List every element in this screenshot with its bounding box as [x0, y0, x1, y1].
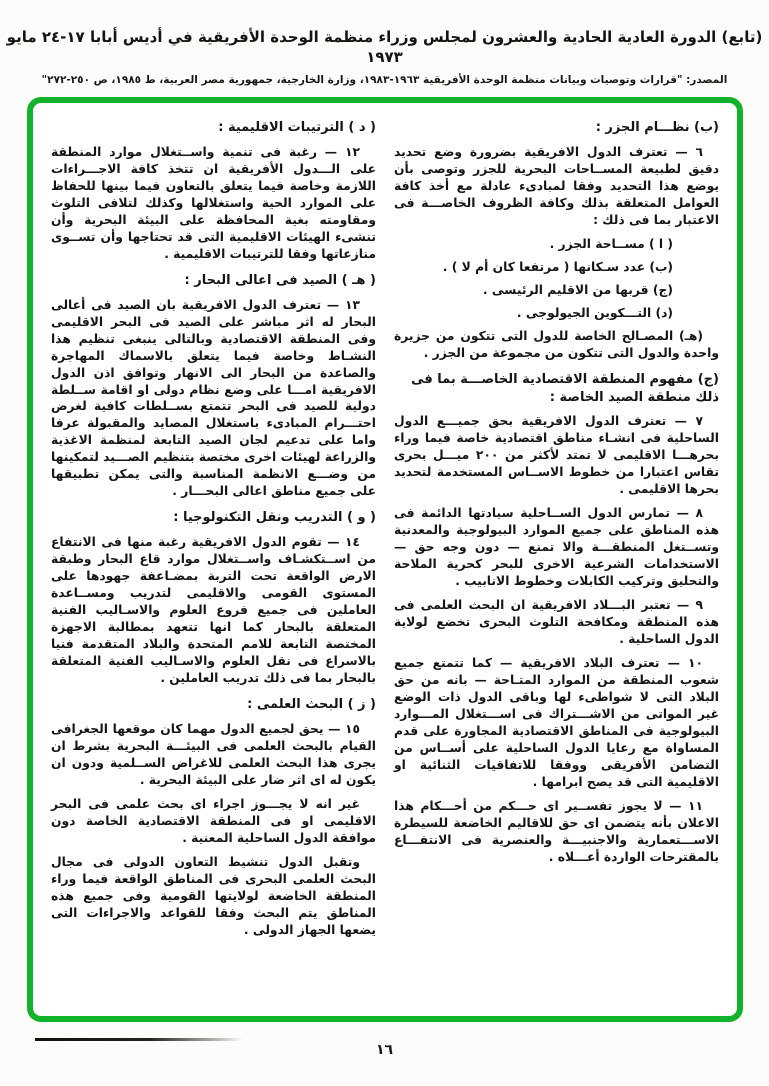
paragraph: ١٢ — رغبة فى تنمية واســتغلال موارد المنطقة على الـــدول الأفريقية ان تتخذ كافة الاجـــراءات اللازمة وخاصة فيما يتعلق بالتعاون فيما بينها للحفاظ على الموارد الحية واستغلالها وكذلك لتلافى التلوث ومقاومته بغية المحافظة على البيئة البحرية وأن تنشىء الهيئات الاقليمية التى قد تحتاجها وأن تســوى منازعاتها وفقا للترتيبات الاقليمية . — [51, 144, 376, 261]
footer-rule-line — [35, 1038, 243, 1041]
text-column-right — [394, 117, 719, 1008]
section-heading: ( هـ ) الصيد فى اعالى البحار : — [184, 272, 376, 288]
list-item: (د) التـــكوين الجيولوجى . — [516, 305, 673, 320]
paragraph: ١٠ — تعترف البلاد الافريقية — كما تتمتع جميع شعوب المنطقة من الموارد المتـاحة — بانه من حق البلاد التى لا شواطىء لها وباقى الدول ذات الوضع غير المواتى من الاشـــتراك فى اســـتغلال المـــوارد البيولوجية فى المناطق الاقتصادية المجاورة على قدم المساواة مع رعايا الدول الساحلية على أســاس من التضامن الأفريقى ووفقا للاتفاقيات الثنائية او الاقليمية التى قد يصح ابرامها . — [394, 656, 719, 789]
header-session-title: (تابع) الدورة العادية الحادية والعشرون لمجلس وزراء منظمة الوحدة الأفريقية في أديس أبابا ١٧-٢٤ مايو ١٩٧٣ — [6, 28, 763, 66]
list-item: (ب) عدد سـكانها ( مرتفعا كان أم لا ) . — [442, 259, 673, 274]
paragraph: ٨ — تمارس الدول الســاحلية سيادتها الدائمة فى هذه المناطق على جميع الموارد البيولوجية والمعدنية وتســتغل المنطقـــة والا تمنع — دون وجه حق — الاستخدامات الشرعية الاخرى للبحر كحرية الملاحة والتحليق وتركيب الكابلات وخطوط الانابيب . — [394, 506, 719, 589]
section-heading: (ج) مفهوم المنطقة الاقتصادية الخاصـــة بما فى ذلك منطقة الصيد الخاصة : — [411, 371, 719, 405]
paragraph: ١٤ — تقوم الدول الافريقية رغبة منها فى الانتفاع من اســتكشـاف واســتغلال موارد قاع البحار وطبقة الارض الواقعة تحت التربة بمضـاعفة جهودها على المستوى القومى والاقليمى لتدريب ومســاعدة العاملين فى جميع فروع العلوم والاسـاليب الفنية المتعلقة بالبحار كما انها تتعهد بمطالبة الاجهزة المختصة التابعة للامم المتحدة والبلاد المتقدمة فنيا بالاسراع فى نقل العلوم والاسـاليب الفنية المتعلقة بالبحار بما فى ذلك تدريب العاملين . — [51, 535, 376, 685]
paragraph: ٩ — تعتبر البـــلاد الافريقية ان البحث العلمى فى هذه المنطقة ومكافحة التلوث البحرى تخضع لولاية الدول الساحلية . — [394, 598, 719, 647]
list-item: (ج) قربها من الاقليم الرئيسى . — [482, 282, 673, 297]
paragraph: ٦ — تعترف الدول الافريقية بضرورة وضع تحديد دقيق لطبيعة المســاحات البحرية للجزر وتوصى بأن يوضع هذا التحديد وفقا لمبادىء عادلة مع أخذ كافة العوامل المتعلقة بذلك وكافة الظروف الخاصـــة فى الاعتبار بما فى ذلك : — [394, 144, 719, 227]
paragraph: ١٥ — يحق لجميع الدول مهما كان موقعها الجغرافى القيام بالبحث العلمى فى البيئـــة البحرية بشرط ان يجرى هذا البحث العلمى للاغراض الســلمية ودون ان يكون له اى اثر ضار على البيئة البحرية . — [51, 721, 376, 787]
list-item: ( ا ) مســاحة الجزر . — [549, 236, 673, 251]
page-number: ١٦ — [375, 1042, 394, 1058]
section-heading: ( ز ) البحث العلمى : — [247, 696, 376, 712]
text-column-left — [51, 117, 376, 1008]
page-header — [0, 0, 769, 86]
header-source-citation: المصدر: "قرارات وتوصيات وبيانات منظمة الوحدة الأفريقية ١٩٦٣-١٩٨٣، وزارة الخارجية، جمهورية مصر العربية، ط ١٩٨٥، ص ٢٥٠-٢٧٢" — [41, 74, 728, 86]
paragraph: (هـ) المصـالح الخاصة للدول التى تتكون من جزيرة واحدة والدول التى تتكون من مجموعة من الجزر . — [394, 328, 719, 360]
paragraph: غير انه لا يجـــوز اجراء اى بحث علمى فى البحر الاقليمى او فى المنطقة الاقتصادية الخاصة دون موافقة الدول الساحلية المعنية . — [51, 796, 376, 845]
paragraph: ٧ — تعترف الدول الافريقية بحق جميـــع الدول الساحلية فى انشـاء مناطق اقتصادية خاصة فيما وراء بحرهـــا الاقليمى لا تمتد لأكثر من ٢٠٠ ميـــل بحرى تقاس اعتبارا من خطوط الاســاس المستخدمة لتحديد بحرها الاقليمى . — [394, 414, 719, 497]
section-heading: ( د ) الترتيبات الاقليمية : — [218, 120, 376, 135]
section-heading: (ب) نظـــام الجزر : — [595, 120, 719, 135]
section-heading: ( و ) التدريب ونقل التكنولوجيا : — [173, 510, 376, 526]
paragraph: ١٣ — تعترف الدول الافريقية بان الصيد فى أعالى البحار له اثر مباشر على الصيد فى البحر الاقليمى وفى المنطقة الاقتصادية وبالتالى ينبغى تنظيم هذا النشـاط وخاصة فيما يتعلق بالاسماك المهاجرة والصاعدة من البحار الى الانهار وتوافق اذن الدول الافريقية امـــا على وضع نظام دولى او اقامة ســلطة دولية للصيد فى البحر تتمتع بســلطات كافية لغرض احتـــرام المبادىء باستغلال المصايد والمقبولة عرفا واما على تدعيم لجان الصيد التابعة لمنظمة الاغذية والزراعة لهيئات اخرى مختصة بتنظيم الصـــيد لتمكينها من وضـــع الانظمة المناسبة والتى يمكن تطبيقها على جميع مناطق اعالى البحـــار . — [51, 297, 376, 499]
green-border-frame — [27, 97, 743, 1022]
paragraph: وتقبل الدول تنشيط التعاون الدولى فى مجال البحث العلمى البحرى فى المناطق الواقعة فيما وراء المنطقة الخاضعة لولايتها القومية وفى جميع هذه المناطق يتم البحث وفقا للقواعد والاجراءات التى يضعها الجهاز الدولى . — [51, 854, 376, 937]
paragraph: ١١ — لا يجوز تفســير اى حـــكم من أحـــكام هذا الاعلان بأنه يتضمن اى حق للاقاليم الخاضعة للسيطرة الاســـتعمارية والاجنبيـــة والعنصرية فى الانتفـــاع بالمقترحات الواردة أعـــلاه . — [394, 798, 719, 864]
